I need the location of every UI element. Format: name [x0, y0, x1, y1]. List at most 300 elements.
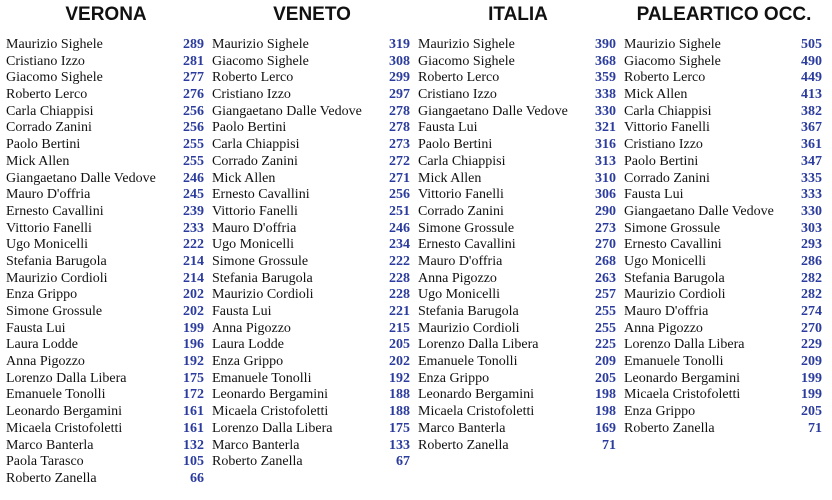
participant-name: Stefania Barugola: [418, 304, 519, 319]
participant-score: 278: [389, 103, 410, 119]
ranking-row: [624, 104, 822, 121]
participant-score: 333: [801, 187, 822, 203]
participant-score: 255: [595, 304, 616, 319]
participant-name: Simone Grossule: [624, 220, 721, 236]
participant-name: Marco Banterla: [6, 437, 94, 453]
participant-name: Paola Tarasco: [6, 454, 84, 470]
ranking-row: [212, 104, 410, 121]
participant-name: Mauro D'offria: [212, 220, 297, 236]
participant-name: Roberto Lerco: [6, 87, 88, 103]
participant-score: 192: [183, 354, 204, 370]
participant-name: Laura Lodde: [212, 337, 284, 353]
participant-score: 316: [595, 137, 616, 153]
participant-name: Emanuele Tonolli: [6, 387, 106, 403]
ranking-row: [212, 87, 410, 104]
ranking-row: [418, 438, 616, 455]
participant-name: Marco Banterla: [418, 420, 506, 436]
ranking-row: [6, 438, 204, 455]
participant-name: Giacomo Sighele: [6, 70, 103, 86]
participant-score: 272: [389, 153, 410, 169]
participant-name: Giacomo Sighele: [624, 53, 721, 69]
ranking-row: [6, 221, 204, 238]
participant-score: 214: [183, 253, 204, 269]
participant-name: Maurizio Cordioli: [212, 287, 314, 303]
participant-name: Enza Grippo: [6, 287, 78, 303]
participant-name: Laura Lodde: [6, 337, 78, 353]
participant-name: Fausta Lui: [624, 187, 684, 203]
ranking-row: [6, 37, 204, 54]
participant-name: Fausta Lui: [212, 304, 272, 319]
participant-name: Simone Grossule: [212, 253, 309, 269]
ranking-row: [418, 54, 616, 71]
participant-score: 198: [595, 404, 616, 420]
ranking-row: [418, 137, 616, 154]
participant-score: 268: [595, 253, 616, 269]
participant-name: Lorenzo Dalla Libera: [6, 370, 127, 386]
ranking-row: [6, 287, 204, 304]
participant-name: Micaela Cristofoletti: [6, 420, 123, 436]
participant-score: 256: [183, 103, 204, 119]
ranking-row: [624, 137, 822, 154]
participant-score: 270: [801, 320, 822, 336]
participant-name: Anna Pigozzo: [212, 320, 291, 336]
participant-score: 133: [389, 437, 410, 453]
ranking-row: [624, 237, 822, 254]
ranking-row: [212, 438, 410, 455]
participant-name: Maurizio Sighele: [6, 37, 103, 52]
ranking-row: [6, 371, 204, 388]
participant-score: 234: [389, 237, 410, 253]
participant-name: Micaela Cristofoletti: [624, 387, 741, 403]
ranking-row: [6, 237, 204, 254]
participant-score: 273: [595, 220, 616, 236]
ranking-row: [418, 254, 616, 271]
participant-score: 196: [183, 337, 204, 353]
ranking-row: [624, 387, 822, 404]
ranking-row: [418, 171, 616, 188]
ranking-row: [6, 304, 204, 321]
participant-name: Carla Chiappisi: [624, 103, 712, 119]
column-title: ITALIA: [488, 4, 548, 25]
ranking-row: [418, 304, 616, 321]
participant-name: Ernesto Cavallini: [212, 187, 310, 203]
ranking-row: [212, 304, 410, 321]
ranking-row: [624, 120, 822, 137]
ranking-row: [212, 37, 410, 54]
participant-score: 286: [801, 253, 822, 269]
participant-name: Giangaetano Dalle Vedove: [624, 203, 774, 219]
participant-name: Roberto Zanella: [212, 454, 303, 470]
participant-name: Paolo Bertini: [624, 153, 699, 169]
ranking-row: [624, 171, 822, 188]
ranking-row: [6, 171, 204, 188]
ranking-row: [6, 187, 204, 204]
ranking-row: [624, 404, 822, 421]
participant-name: Paolo Bertini: [418, 137, 493, 153]
participant-score: 71: [602, 437, 616, 453]
participant-score: 214: [183, 270, 204, 286]
ranking-row: [6, 454, 204, 471]
participant-name: Giangaetano Dalle Vedove: [6, 170, 156, 186]
participant-name: Mick Allen: [624, 87, 688, 103]
participant-score: 188: [389, 404, 410, 420]
ranking-row: [418, 371, 616, 388]
ranking-row: [212, 287, 410, 304]
participant-score: 199: [801, 370, 822, 386]
participant-score: 199: [801, 387, 822, 403]
participant-score: 228: [389, 270, 410, 286]
participant-name: Maurizio Cordioli: [624, 287, 726, 303]
participant-name: Corrado Zanini: [418, 203, 504, 219]
ranking-row: [212, 354, 410, 371]
ranking-row: [212, 337, 410, 354]
participant-name: Mick Allen: [6, 153, 70, 169]
ranking-row: [624, 371, 822, 388]
ranking-row: [212, 137, 410, 154]
participant-score: 188: [389, 387, 410, 403]
ranking-row: [418, 321, 616, 338]
ranking-row: [624, 70, 822, 87]
participant-score: 198: [595, 387, 616, 403]
ranking-row: [6, 254, 204, 271]
participant-score: 319: [389, 37, 410, 52]
participant-name: Roberto Zanella: [624, 420, 715, 436]
ranking-row: [6, 271, 204, 288]
participant-score: 299: [389, 70, 410, 86]
ranking-row: [212, 171, 410, 188]
participant-score: 256: [389, 187, 410, 203]
ranking-row: [418, 37, 616, 54]
participant-name: Leonardo Bergamini: [624, 370, 740, 386]
participant-name: Fausta Lui: [6, 320, 66, 336]
ranking-row: [624, 154, 822, 171]
participant-name: Paolo Bertini: [6, 137, 81, 153]
participant-score: 361: [801, 137, 822, 153]
ranking-row: [418, 287, 616, 304]
participant-score: 66: [190, 470, 204, 486]
ranking-row: [418, 120, 616, 137]
participant-score: 71: [808, 420, 822, 436]
participant-name: Cristiano Izzo: [418, 87, 497, 103]
ranking-row: [212, 54, 410, 71]
participant-score: 205: [389, 337, 410, 353]
ranking-row: [624, 321, 822, 338]
participant-score: 390: [595, 37, 616, 52]
participant-name: Ugo Monicelli: [624, 253, 707, 269]
participant-name: Ugo Monicelli: [212, 237, 295, 253]
participant-name: Maurizio Sighele: [418, 37, 515, 52]
participant-score: 271: [389, 170, 410, 186]
participant-name: Mauro D'offria: [418, 253, 503, 269]
ranking-row: [418, 154, 616, 171]
ranking-row: [6, 70, 204, 87]
participant-score: 255: [595, 320, 616, 336]
participant-name: Lorenzo Dalla Libera: [418, 337, 539, 353]
participant-name: Corrado Zanini: [624, 170, 710, 186]
participant-name: Marco Banterla: [212, 437, 300, 453]
participant-score: 229: [801, 337, 822, 353]
ranking-row: [6, 387, 204, 404]
participant-score: 263: [595, 270, 616, 286]
participant-score: 239: [183, 203, 204, 219]
ranking-row: [212, 404, 410, 421]
participant-name: Carla Chiappisi: [418, 153, 506, 169]
participant-score: 290: [595, 203, 616, 219]
participant-score: 246: [183, 170, 204, 186]
participant-score: 251: [389, 203, 410, 219]
participant-name: Carla Chiappisi: [6, 103, 94, 119]
participant-name: Simone Grossule: [418, 220, 515, 236]
ranking-row: [6, 471, 204, 488]
participant-score: 359: [595, 70, 616, 86]
ranking-row: [418, 354, 616, 371]
participant-name: Ernesto Cavallini: [624, 237, 722, 253]
participant-score: 209: [801, 354, 822, 370]
participant-score: 199: [183, 320, 204, 336]
ranking-row: [418, 404, 616, 421]
participant-score: 347: [801, 153, 822, 169]
ranking-row: [6, 337, 204, 354]
participant-score: 289: [183, 37, 204, 52]
participant-score: 169: [595, 420, 616, 436]
participant-name: Ugo Monicelli: [418, 287, 501, 303]
participant-score: 222: [183, 237, 204, 253]
ranking-row: [624, 37, 822, 54]
participant-score: 256: [183, 120, 204, 136]
participant-score: 225: [595, 337, 616, 353]
participant-score: 313: [595, 153, 616, 169]
participant-score: 330: [595, 103, 616, 119]
ranking-row: [212, 204, 410, 221]
participant-score: 306: [595, 187, 616, 203]
participant-score: 255: [183, 153, 204, 169]
ranking-row: [624, 337, 822, 354]
participant-score: 490: [801, 53, 822, 69]
participant-score: 310: [595, 170, 616, 186]
participant-name: Emanuele Tonolli: [212, 370, 312, 386]
participant-score: 449: [801, 70, 822, 86]
ranking-row: [212, 120, 410, 137]
participant-name: Anna Pigozzo: [6, 354, 85, 370]
participant-score: 274: [801, 304, 822, 319]
participant-name: Lorenzo Dalla Libera: [212, 420, 333, 436]
ranking-row: [418, 387, 616, 404]
participant-score: 278: [389, 120, 410, 136]
participant-score: 321: [595, 120, 616, 136]
participant-score: 175: [183, 370, 204, 386]
participant-name: Corrado Zanini: [6, 120, 92, 136]
participant-score: 175: [389, 420, 410, 436]
participant-score: 246: [389, 220, 410, 236]
ranking-row: [6, 104, 204, 121]
participant-score: 255: [183, 137, 204, 153]
participant-name: Anna Pigozzo: [624, 320, 703, 336]
participant-name: Giangaetano Dalle Vedove: [418, 103, 568, 119]
ranking-row: [624, 204, 822, 221]
participant-name: Maurizio Sighele: [212, 37, 309, 52]
ranking-row: [6, 404, 204, 421]
ranking-row: [6, 54, 204, 71]
participant-score: 233: [183, 220, 204, 236]
ranking-row: [212, 221, 410, 238]
participant-score: 282: [801, 287, 822, 303]
participant-score: 228: [389, 287, 410, 303]
participant-score: 172: [183, 387, 204, 403]
participant-score: 335: [801, 170, 822, 186]
participant-name: Cristiano Izzo: [212, 87, 291, 103]
participant-name: Maurizio Cordioli: [418, 320, 520, 336]
ranking-row: [6, 120, 204, 137]
participant-score: 303: [801, 220, 822, 236]
participant-score: 161: [183, 420, 204, 436]
participant-score: 276: [183, 87, 204, 103]
participant-score: 245: [183, 187, 204, 203]
ranking-row: [418, 237, 616, 254]
ranking-row: [624, 354, 822, 371]
ranking-row: [624, 304, 822, 321]
ranking-row: [212, 237, 410, 254]
participant-name: Micaela Cristofoletti: [418, 404, 535, 420]
participant-score: 382: [801, 103, 822, 119]
participant-score: 330: [801, 203, 822, 219]
ranking-list: [6, 37, 204, 488]
participant-name: Stefania Barugola: [212, 270, 313, 286]
ranking-row: [6, 204, 204, 221]
ranking-row: [624, 221, 822, 238]
participant-score: 202: [389, 354, 410, 370]
ranking-row: [6, 137, 204, 154]
participant-name: Roberto Zanella: [6, 470, 97, 486]
participant-score: 205: [801, 404, 822, 420]
participant-name: Mauro D'offria: [624, 304, 709, 319]
ranking-row: [418, 187, 616, 204]
participant-score: 281: [183, 53, 204, 69]
ranking-row: [212, 454, 410, 471]
ranking-row: [418, 70, 616, 87]
participant-name: Emanuele Tonolli: [624, 354, 724, 370]
participant-name: Vittorio Fanelli: [624, 120, 710, 136]
participant-name: Stefania Barugola: [624, 270, 725, 286]
participant-name: Cristiano Izzo: [624, 137, 703, 153]
ranking-row: [418, 271, 616, 288]
participant-score: 277: [183, 70, 204, 86]
participant-score: 282: [801, 270, 822, 286]
participant-score: 308: [389, 53, 410, 69]
participant-name: Roberto Lerco: [624, 70, 706, 86]
participant-name: Corrado Zanini: [212, 153, 298, 169]
participant-score: 367: [801, 120, 822, 136]
participant-score: 67: [396, 454, 410, 470]
ranking-list: [418, 37, 616, 454]
participant-name: Ernesto Cavallini: [6, 203, 104, 219]
ranking-row: [624, 54, 822, 71]
ranking-row: [6, 321, 204, 338]
participant-score: 202: [183, 287, 204, 303]
participant-score: 222: [389, 253, 410, 269]
ranking-row: [624, 421, 822, 438]
participant-score: 221: [389, 304, 410, 319]
ranking-row: [212, 187, 410, 204]
participant-name: Enza Grippo: [212, 354, 284, 370]
participant-name: Cristiano Izzo: [6, 53, 85, 69]
participant-score: 368: [595, 53, 616, 69]
participant-score: 293: [801, 237, 822, 253]
column-title: VENETO: [273, 4, 351, 25]
participant-score: 205: [595, 370, 616, 386]
ranking-row: [6, 154, 204, 171]
participant-score: 273: [389, 137, 410, 153]
ranking-row: [212, 387, 410, 404]
ranking-row: [212, 70, 410, 87]
participant-score: 413: [801, 87, 822, 103]
ranking-row: [624, 287, 822, 304]
participant-name: Fausta Lui: [418, 120, 478, 136]
participant-name: Simone Grossule: [6, 304, 103, 319]
participant-score: 161: [183, 404, 204, 420]
participant-name: Mauro D'offria: [6, 187, 91, 203]
ranking-row: [418, 337, 616, 354]
ranking-row: [418, 87, 616, 104]
ranking-row: [624, 271, 822, 288]
participant-name: Stefania Barugola: [6, 253, 107, 269]
participant-name: Ernesto Cavallini: [418, 237, 516, 253]
ranking-list: [212, 37, 410, 471]
ranking-row: [212, 271, 410, 288]
participant-name: Maurizio Sighele: [624, 37, 721, 52]
participant-name: Lorenzo Dalla Libera: [624, 337, 745, 353]
participant-name: Vittorio Fanelli: [418, 187, 504, 203]
participant-score: 202: [183, 304, 204, 319]
ranking-row: [6, 87, 204, 104]
participant-name: Giacomo Sighele: [212, 53, 309, 69]
participant-name: Ugo Monicelli: [6, 237, 89, 253]
participant-score: 270: [595, 237, 616, 253]
participant-name: Emanuele Tonolli: [418, 354, 518, 370]
ranking-row: [6, 421, 204, 438]
participant-score: 297: [389, 87, 410, 103]
participant-name: Mick Allen: [418, 170, 482, 186]
ranking-row: [624, 187, 822, 204]
participant-name: Vittorio Fanelli: [212, 203, 298, 219]
ranking-row: [418, 421, 616, 438]
ranking-row: [212, 421, 410, 438]
ranking-row: [212, 371, 410, 388]
participant-score: 505: [801, 37, 822, 52]
participant-name: Leonardo Bergamini: [6, 404, 122, 420]
column-title: PALEARTICO OCC.: [636, 4, 812, 25]
participant-name: Paolo Bertini: [212, 120, 287, 136]
participant-name: Leonardo Bergamini: [418, 387, 534, 403]
participant-name: Micaela Cristofoletti: [212, 404, 329, 420]
participant-score: 132: [183, 437, 204, 453]
ranking-row: [624, 254, 822, 271]
participant-score: 105: [183, 454, 204, 470]
ranking-row: [212, 321, 410, 338]
participant-score: 209: [595, 354, 616, 370]
participant-score: 338: [595, 87, 616, 103]
ranking-row: [6, 354, 204, 371]
ranking-list: [624, 37, 822, 438]
ranking-row: [212, 154, 410, 171]
participant-name: Roberto Zanella: [418, 437, 509, 453]
ranking-row: [418, 221, 616, 238]
participant-name: Giacomo Sighele: [418, 53, 515, 69]
participant-score: 192: [389, 370, 410, 386]
participant-name: Mick Allen: [212, 170, 276, 186]
participant-score: 257: [595, 287, 616, 303]
column-title: VERONA: [65, 4, 147, 25]
ranking-row: [418, 204, 616, 221]
